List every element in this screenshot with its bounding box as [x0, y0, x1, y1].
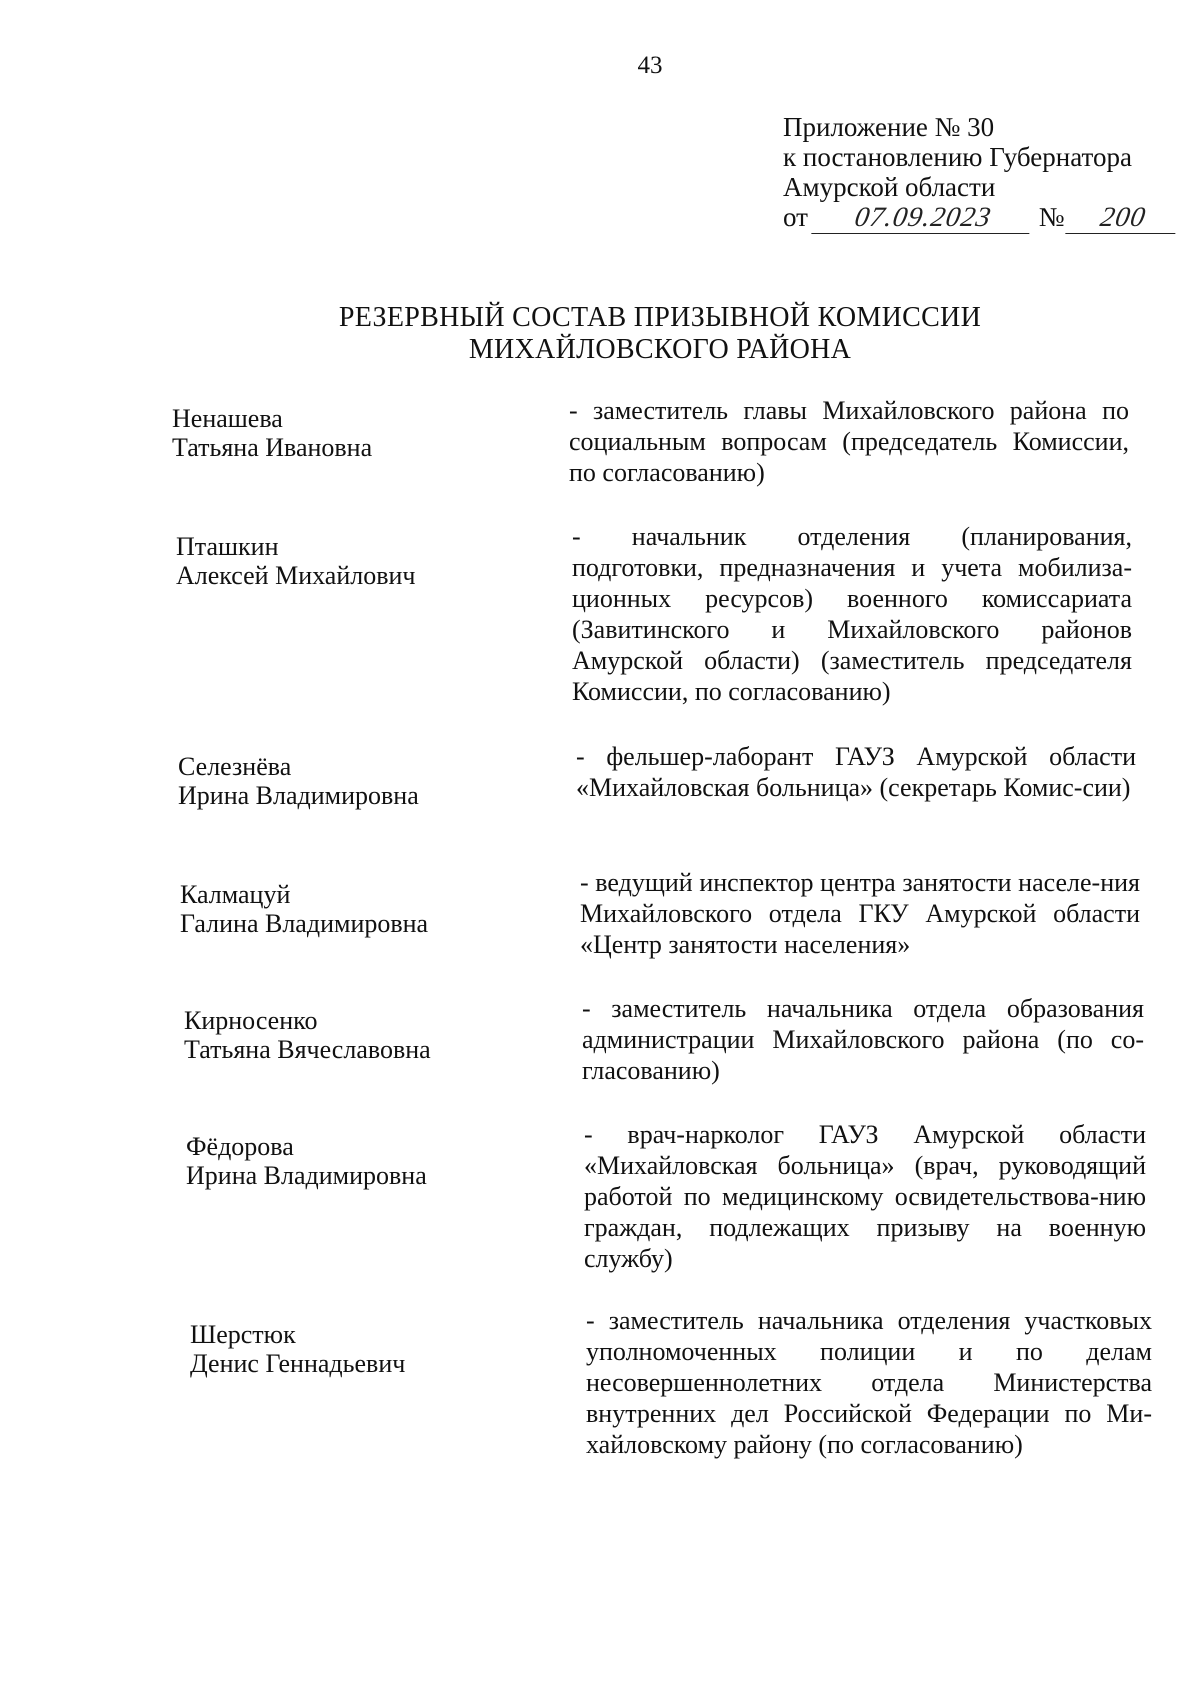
handwritten-date: 07.09.2023: [811, 203, 1034, 234]
member-role: - заместитель начальника отдела образования администрации Михайловского района (по со-гласованию): [582, 994, 1144, 1085]
member-given-names: Ирина Владимировна: [186, 1161, 427, 1190]
title-line-1: РЕЗЕРВНЫЙ СОСТАВ ПРИЗЫВНОЙ КОМИССИИ: [338, 302, 982, 333]
member-role: - заместитель начальника отделения участковых уполномоченных полиции и по делам несовершеннолетних отдела Министерства внутренних дел Российской Федерации по Ми-хайловскому району (по согласованию): [586, 1306, 1152, 1459]
member-name: [178, 752, 538, 810]
member-given-names: Галина Владимировна: [180, 909, 429, 938]
member-surname: Селезнёва: [178, 752, 292, 781]
member-given-names: Алексей Михайлович: [176, 561, 416, 590]
member-name: [176, 532, 536, 590]
member-name: [180, 880, 540, 938]
member-surname: Кирносенко: [184, 1006, 318, 1035]
member-given-names: Татьяна Ивановна: [172, 433, 373, 462]
page-number: 43: [637, 52, 663, 79]
member-name: [184, 1006, 544, 1064]
member-role: - фельшер-лаборант ГАУЗ Амурской области «Михайловская больница» (секретарь Комис-сии): [576, 742, 1136, 802]
member-role: - начальник отделения (планирования, подготовки, предназначения и учета мобилиза-ционных ресурсов) военного комиссариата (Завитинского и Михайловского районов Амурской области) (заместитель председателя Комиссии, по согласованию): [572, 522, 1132, 706]
number-sign: №: [1038, 202, 1065, 232]
member-role: - заместитель главы Михайловского района по социальным вопросам (председатель Комиссии, по согласованию): [569, 396, 1129, 487]
handwritten-number: 200: [1066, 203, 1181, 234]
member-surname: Пташкин: [176, 532, 279, 561]
member-role: - врач-нарколог ГАУЗ Амурской области «Михайловская больница» (врач, руководящий работой по медицинскому освидетельствова-нию граждан, подлежащих призыву на военную службу): [584, 1120, 1146, 1273]
appendix-resolution-ref: к постановлению Губернатора: [783, 142, 1132, 172]
member-name: [172, 404, 532, 462]
member-surname: Фёдорова: [186, 1132, 294, 1161]
member-given-names: Ирина Владимировна: [178, 781, 419, 810]
member-surname: Ненашева: [172, 404, 283, 433]
appendix-region: Амурской области: [783, 172, 996, 202]
member-given-names: Татьяна Вячеславовна: [184, 1035, 431, 1064]
member-surname: Шерстюк: [190, 1320, 296, 1349]
member-name: [190, 1320, 550, 1378]
member-surname: Калмацуй: [180, 880, 291, 909]
appendix-title: Приложение № 30: [783, 112, 995, 142]
member-given-names: Денис Геннадьевич: [190, 1349, 406, 1378]
date-prefix: от: [783, 202, 808, 232]
member-name: [186, 1132, 546, 1190]
member-role: - ведущий инспектор центра занятости населе-ния Михайловского отдела ГКУ Амурской области «Центр занятости населения»: [580, 868, 1140, 959]
title-line-2: МИХАЙЛОВСКОГО РАЙОНА: [468, 334, 852, 365]
